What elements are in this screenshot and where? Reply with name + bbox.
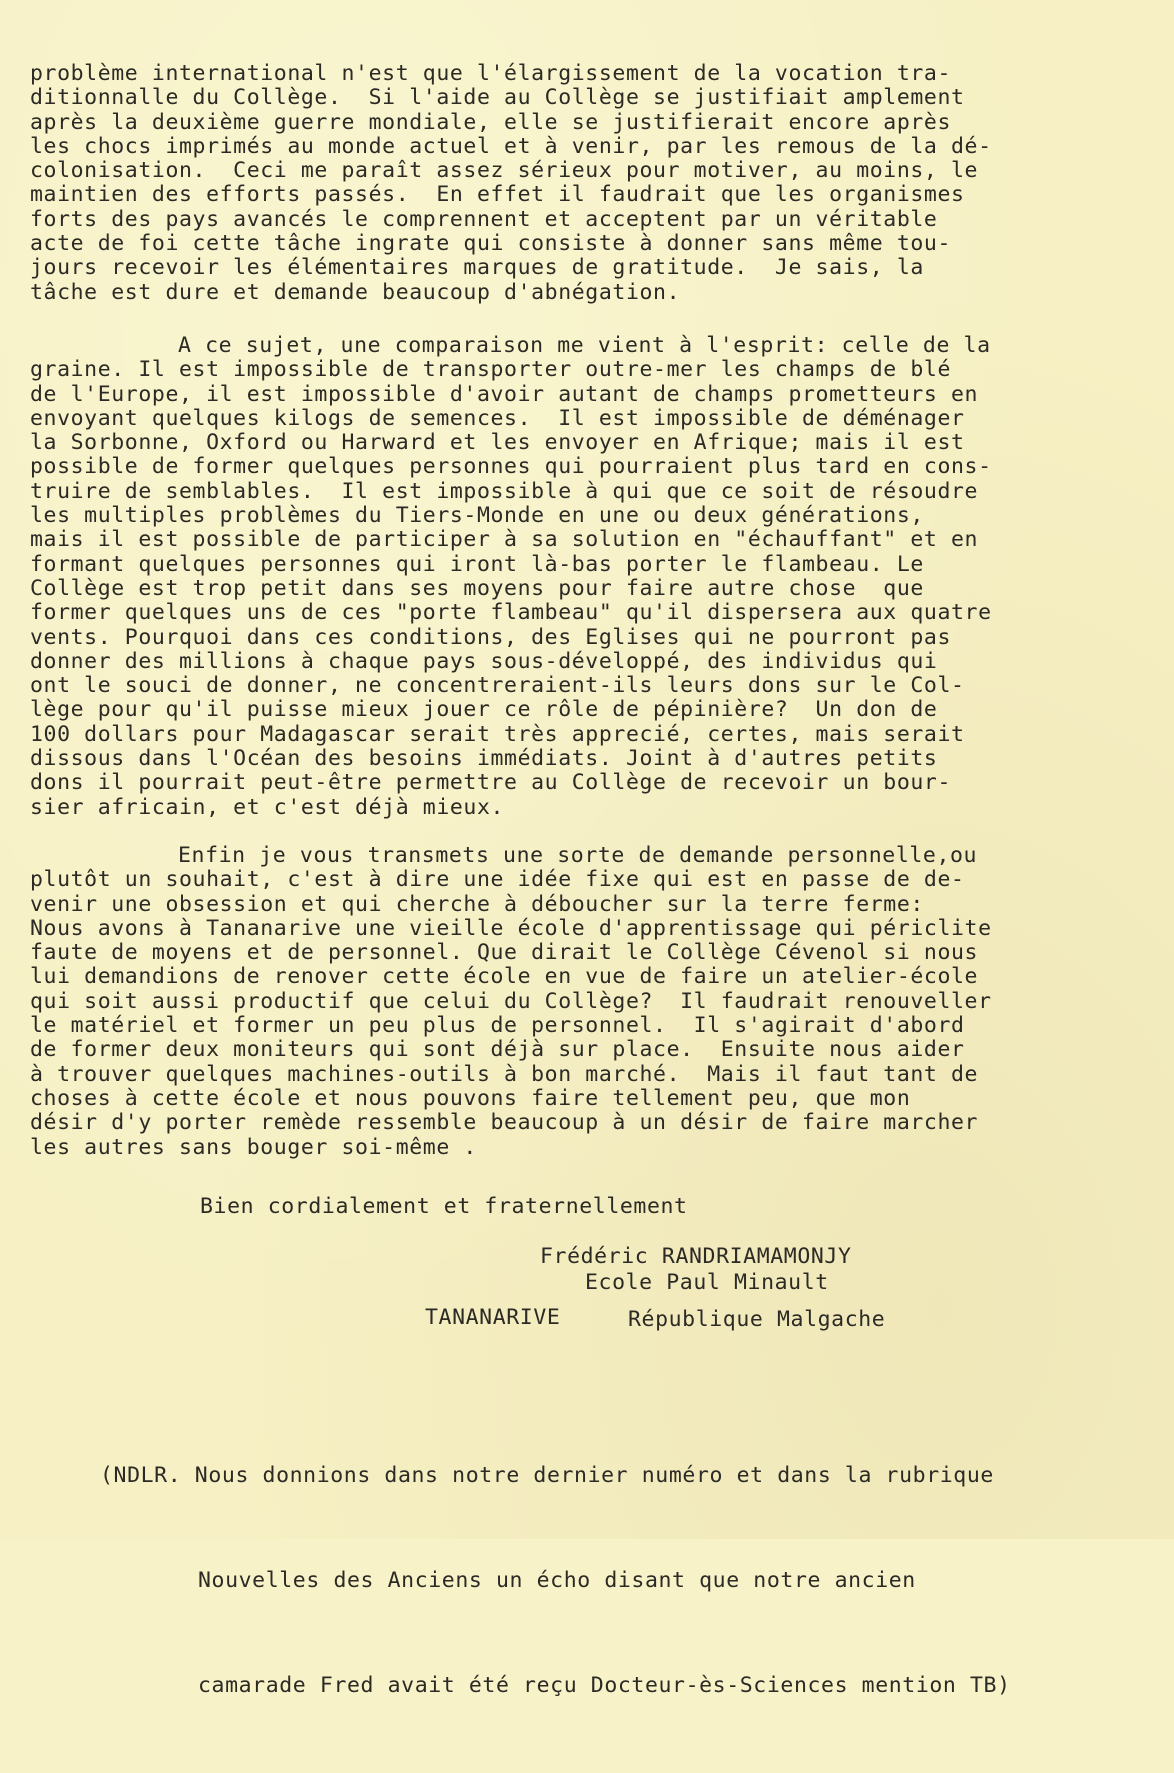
paragraph-line: problème international n'est que l'élargissement de la vocation tra- — [30, 61, 951, 86]
paragraph-line: venir une obsession et qui cherche à déboucher sur la terre ferme: — [30, 891, 924, 917]
paragraph-line: de l'Europe, il est impossible d'avoir autant de champs prometteurs en — [30, 381, 979, 407]
paragraph-line: de former deux moniteurs qui sont déjà sur place. Ensuite nous aider — [30, 1037, 965, 1063]
paragraph-line: former quelques uns de ces "porte flambeau" qu'il dispersera aux quatre — [30, 600, 992, 626]
paragraph-line: formant quelques personnes qui iront là-bas porter le flambeau. Le — [30, 551, 924, 577]
paragraph-line: Enfin je vous transmets une sorte de demande personnelle,ou — [178, 843, 978, 868]
paragraph-3 — [30, 844, 1140, 1160]
paragraph-line: après la deuxième guerre mondiale, elle se justifierait encore après — [30, 109, 951, 135]
paragraph-line: dons il pourrait peut-être permettre au Collège de recevoir un bour- — [30, 770, 951, 796]
paragraph-line: sier africain, et c'est déjà mieux. — [30, 794, 505, 820]
editor-note-line: (NDLR. Nous donnions dans notre dernier numéro et dans la rubrique — [100, 1463, 994, 1488]
paragraph-line: 100 dollars pour Madagascar serait très apprecié, certes, mais serait — [30, 721, 965, 747]
paragraph-line: possible de former quelques personnes qui pourraient plus tard en cons- — [30, 454, 992, 480]
paragraph-line: le matériel et former un peu plus de personnel. Il s'agirait d'abord — [30, 1013, 965, 1039]
paragraph-line: à trouver quelques machines-outils à bon marché. Mais il faut tant de — [30, 1061, 979, 1087]
paragraph-line: colonisation. Ceci me paraît assez sérieux pour motiver, au moins, le — [30, 158, 979, 184]
paragraph-line: ditionnalle du Collège. Si l'aide au Collège se justifiait amplement — [30, 85, 965, 111]
paragraph-line: ont le souci de donner, ne concentreraient-ils leurs dons sur le Col- — [30, 673, 965, 699]
paragraph-line: les autres sans bouger soi-même . — [30, 1134, 477, 1160]
paragraph-line: plutôt un souhait, c'est à dire une idée fixe qui est en passe de de- — [30, 867, 965, 893]
paragraph-2 — [30, 334, 1140, 820]
paragraph-line: jours recevoir les élémentaires marques de gratitude. Je sais, la — [30, 255, 924, 281]
paragraph-line: désir d'y porter remède ressemble beaucoup à un désir de faire marcher — [30, 1110, 979, 1136]
paragraph-line: graine. Il est impossible de transporter outre-mer les champs de blé — [30, 357, 951, 383]
paragraph-line: truire de semblables. Il est impossible à qui que ce soit de résoudre — [30, 478, 979, 504]
paragraph-line: choses à cette école et nous pouvons faire tellement peu, que mon — [30, 1085, 911, 1111]
paragraph-line: maintien des efforts passés. En effet il faudrait que les organismes — [30, 182, 965, 208]
paragraph-line: lège pour qu'il puisse mieux jouer ce rôle de pépinière? Un don de — [30, 697, 938, 723]
signature-name: Frédéric RANDRIAMAMONJY — [540, 1244, 852, 1269]
paragraph-line: envoyant quelques kilogs de semences. Il est impossible de déménager — [30, 405, 965, 431]
paragraph-line: Nous avons à Tananarive une vieille école d'apprentissage qui périclite — [30, 915, 992, 941]
editor-note-line: Nouvelles des Anciens un écho disant que notre ancien — [198, 1568, 916, 1593]
paragraph-line: les chocs imprimés au monde actuel et à venir, par les remous de la dé- — [30, 133, 992, 159]
editor-note-line: camarade Fred avait été reçu Docteur-ès-Sciences mention TB) — [198, 1673, 1011, 1698]
paragraph-line: A ce sujet, une comparaison me vient à l'esprit: celle de la — [178, 333, 991, 358]
editor-note — [100, 1388, 1011, 1773]
closing-salutation: Bien cordialement et fraternellement — [200, 1194, 688, 1219]
paragraph-line: la Sorbonne, Oxford ou Harward et les envoyer en Afrique; mais il est — [30, 430, 965, 456]
signature-city: TANANARIVE — [425, 1305, 561, 1330]
paragraph-line: vents. Pourquoi dans ces conditions, des Eglises qui ne pourront pas — [30, 624, 951, 650]
paragraph-line: tâche est dure et demande beaucoup d'abnégation. — [30, 279, 681, 305]
signature-school: Ecole Paul Minault — [585, 1270, 829, 1295]
paragraph-line: lui demandions de renover cette école en vue de faire un atelier-école — [30, 964, 979, 990]
paragraph-line: acte de foi cette tâche ingrate qui consiste à donner sans même tou- — [30, 231, 951, 257]
paragraph-1 — [30, 62, 1140, 305]
paragraph-line: forts des pays avancés le comprennent et acceptent par un véritable — [30, 206, 938, 232]
paragraph-line: Collège est trop petit dans ses moyens pour faire autre chose que — [30, 575, 924, 601]
paragraph-line: dissous dans l'Océan des besoins immédiats. Joint à d'autres petits — [30, 746, 938, 772]
signature-country: République Malgache — [628, 1307, 886, 1332]
paragraph-line: mais il est possible de participer à sa solution en "échauffant" et en — [30, 527, 979, 553]
paragraph-line: faute de moyens et de personnel. Que dirait le Collège Cévenol si nous — [30, 940, 979, 966]
paragraph-line: qui soit aussi productif que celui du Collège? Il faudrait renouveller — [30, 988, 992, 1014]
paragraph-line: donner des millions à chaque pays sous-développé, des individus qui — [30, 648, 938, 674]
paragraph-line: les multiples problèmes du Tiers-Monde en une ou deux générations, — [30, 503, 924, 529]
